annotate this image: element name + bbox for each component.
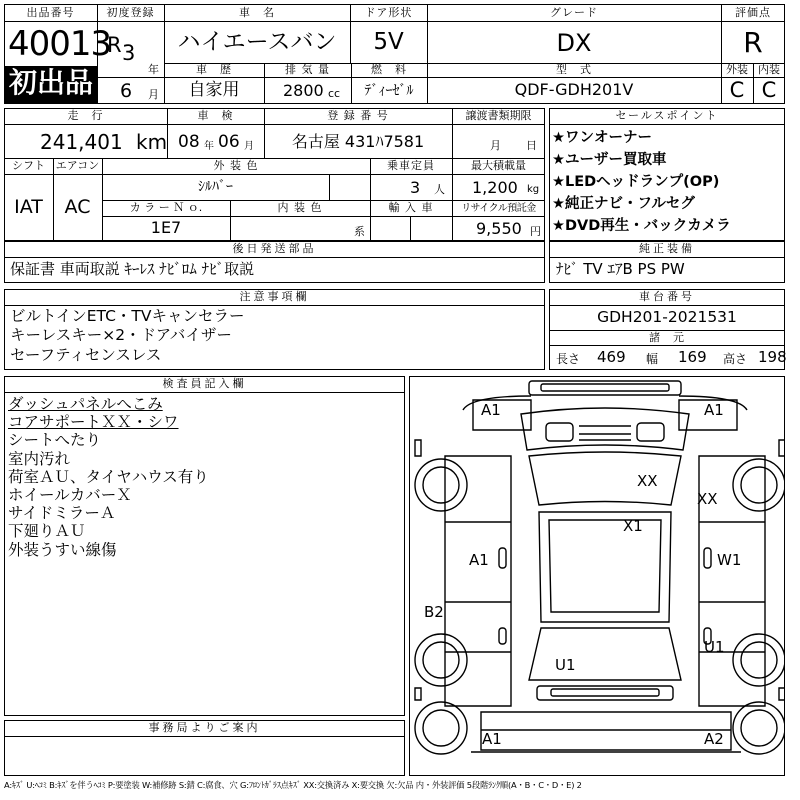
first-reg-label: 初度登録	[106, 6, 155, 19]
load-value: 1,200	[472, 178, 518, 197]
inspector-note: コアサポートＸＸ・シワ	[8, 413, 179, 432]
later-parts-label: 後日発送部品	[232, 242, 317, 255]
history-label: 車 歴	[196, 63, 232, 76]
history-value: 自家用	[188, 80, 240, 100]
displacement-value: 2800	[283, 81, 324, 100]
mileage-unit: km	[136, 130, 168, 154]
inspector-note: ホイールカバーＸ	[8, 486, 132, 505]
door-label: ドア形状	[364, 6, 413, 19]
inspection-month: 06	[218, 132, 240, 152]
chassis-label: 車台番号	[639, 290, 695, 303]
damage-diagram	[409, 376, 785, 776]
fuel-label: 燃 料	[371, 63, 407, 76]
mileage-label: 走 行	[67, 109, 104, 122]
mark-a1-top-left: A1	[481, 401, 501, 419]
year-unit: 年	[148, 63, 159, 76]
mark-x1-roof: X1	[623, 517, 643, 535]
color-label: 外 装 色	[213, 159, 259, 172]
model-code-value: QDF-GDH201V	[514, 80, 634, 99]
mark-a1-top-right: A1	[704, 401, 724, 419]
mark-w1-right: W1	[717, 551, 742, 569]
rear-window	[529, 628, 681, 680]
inspector-note: サイドミラーＡ	[8, 504, 116, 523]
mark-a1-left: A1	[469, 551, 489, 569]
capacity-value: 3	[410, 178, 421, 197]
transfer-day-unit: 日	[526, 139, 537, 152]
lot-number: 40013	[8, 24, 112, 64]
model-code-label: 型 式	[556, 63, 592, 76]
front-bumper	[529, 381, 681, 395]
width-label: 幅	[646, 352, 659, 366]
capacity-unit: 人	[434, 183, 445, 196]
inspector-note: 室内汚れ	[8, 449, 71, 468]
sales-point-4: ★純正ナビ・フルセグ	[552, 196, 695, 212]
interior-value: C	[761, 78, 777, 102]
ac-value: AC	[64, 196, 91, 218]
fuel-value: ﾃﾞｨｰｾﾞﾙ	[364, 83, 414, 99]
interior-color-unit: 系	[354, 225, 365, 238]
inspector-note: 外装うすい線傷	[8, 540, 117, 559]
year: 3	[122, 41, 136, 65]
office-label: 事務局よりご案内	[148, 721, 261, 734]
plate-value: 名古屋 431ﾊ7581	[291, 132, 425, 151]
recycle-value: 9,550	[476, 219, 522, 238]
caution-line-2: キーレスキー×2・ドアバイザー	[10, 326, 232, 344]
dims-label: 諸 元	[649, 331, 685, 344]
color-value: ｼﾙﾊﾞｰ	[198, 179, 233, 195]
grade-value: DX	[556, 29, 592, 57]
inspector-note: ダッシュパネルへこみ	[8, 395, 163, 413]
exterior-value: C	[729, 78, 745, 102]
sales-point-5: ★DVD再生・バックカメラ	[552, 218, 731, 234]
transfer-month-unit: 月	[490, 139, 501, 152]
displacement-unit: cc	[328, 87, 341, 100]
recycle-label: リサイクル預託金	[461, 203, 536, 214]
interior-color-label: 内 装 色	[277, 201, 323, 214]
inspection-month-unit: 月	[244, 141, 254, 152]
car-name-label: 車 名	[239, 6, 275, 19]
inspector-note: 荷室ＡＵ、タイヤハウス有り	[8, 467, 209, 486]
roof	[539, 512, 671, 622]
oem-equipment-value: ﾅﾋﾞ TV ｴｱB PS PW	[556, 260, 685, 278]
recycle-unit: 円	[530, 225, 541, 238]
legend: A:ｷｽﾞ U:ﾍｺﾐ B:ｷｽﾞを伴うﾍｺﾐ P:要塗装 W:補修跡 S:錆 C:腐食、穴 G:ﾌﾛﾝﾄｶﾞﾗｽ点ｷｽﾞ XX:交換済み X:要交換 欠:欠品 内・外装評価 5段階ﾗﾝｸ順(A・B・C・D・E) 2	[4, 780, 582, 790]
height-value: 198	[758, 348, 787, 366]
shift-label: シフト	[12, 159, 45, 172]
inspection-year: 08	[178, 132, 200, 152]
grade-label: グレード	[550, 6, 598, 19]
import-label: 輸 入 車	[388, 201, 434, 214]
later-parts-value: 保証書 車両取説 ｷｰﾚｽ ﾅﾋﾞﾛﾑ ﾅﾋﾞ取説	[10, 260, 255, 278]
sales-points-label: セールスポイント	[615, 109, 719, 122]
width-value: 169	[678, 348, 707, 366]
chassis-value: GDH201-2021531	[597, 308, 737, 326]
left-side	[445, 456, 511, 706]
capacity-label: 乗車定員	[387, 159, 435, 172]
mark-a2-bottom-right: A2	[704, 730, 724, 748]
mark-u1-rear: U1	[555, 656, 576, 674]
inspection-year-unit: 年	[204, 141, 214, 152]
exterior-label: 外装	[726, 63, 748, 76]
color-no-label: カ ラ ー Ｎ ｏ.	[129, 201, 203, 214]
length-label: 長さ	[556, 352, 581, 366]
caution-label: 注意事項欄	[239, 290, 310, 303]
sales-point-1: ★ワンオーナー	[552, 130, 652, 146]
era: R	[107, 33, 122, 57]
mark-b2-left: B2	[424, 603, 444, 621]
score-value: R	[743, 26, 763, 59]
mark-xx-right: XX	[697, 490, 718, 508]
mark-xx-hood: XX	[637, 472, 658, 490]
plate-label: 登 録 番 号	[327, 109, 389, 122]
sales-point-2: ★ユーザー買取車	[552, 152, 667, 168]
inspection-label: 車 検	[197, 109, 234, 122]
load-unit: kg	[527, 184, 540, 195]
car-name: ハイエースバン	[177, 29, 337, 55]
rear-view	[481, 712, 731, 750]
transfer-label: 譲渡書類期限	[465, 109, 532, 122]
displacement-label: 排 気 量	[285, 63, 330, 76]
mileage-value: 241,401	[40, 130, 123, 154]
inspector-note: シートへたり	[8, 431, 102, 450]
inspector-label: 検査員記入欄	[162, 377, 247, 390]
windshield	[529, 452, 681, 505]
mark-u1-right: U1	[704, 638, 725, 656]
caution-line-1: ビルトインETC・TVキャンセラー	[10, 307, 245, 325]
month-unit: 月	[148, 88, 159, 101]
caution-line-3: セーフティセンスレス	[10, 346, 162, 364]
month: 6	[120, 80, 133, 102]
inspector-notes	[8, 395, 209, 559]
ac-label: エアコン	[55, 159, 100, 172]
van-diagram	[410, 377, 784, 775]
height-label: 高さ	[723, 352, 748, 366]
shift-value: IAT	[14, 196, 43, 218]
sales-point-3: ★LEDヘッドランプ(OP)	[552, 174, 720, 190]
length-value: 469	[597, 348, 626, 366]
load-label: 最大積載量	[471, 159, 526, 172]
lot-label: 出品番号	[26, 6, 75, 19]
door-value: 5V	[373, 29, 404, 55]
mark-a1-bottom-left: A1	[482, 730, 502, 748]
inspector-note: 下廻りＡＵ	[8, 522, 86, 541]
rear-bumper	[537, 686, 673, 700]
score-label: 評価点	[735, 6, 771, 19]
first-listing-text: 初出品	[9, 66, 94, 99]
interior-label: 内装	[758, 63, 780, 76]
color-no-value: 1E7	[150, 218, 182, 237]
oem-equipment-label: 純正装備	[639, 242, 695, 255]
